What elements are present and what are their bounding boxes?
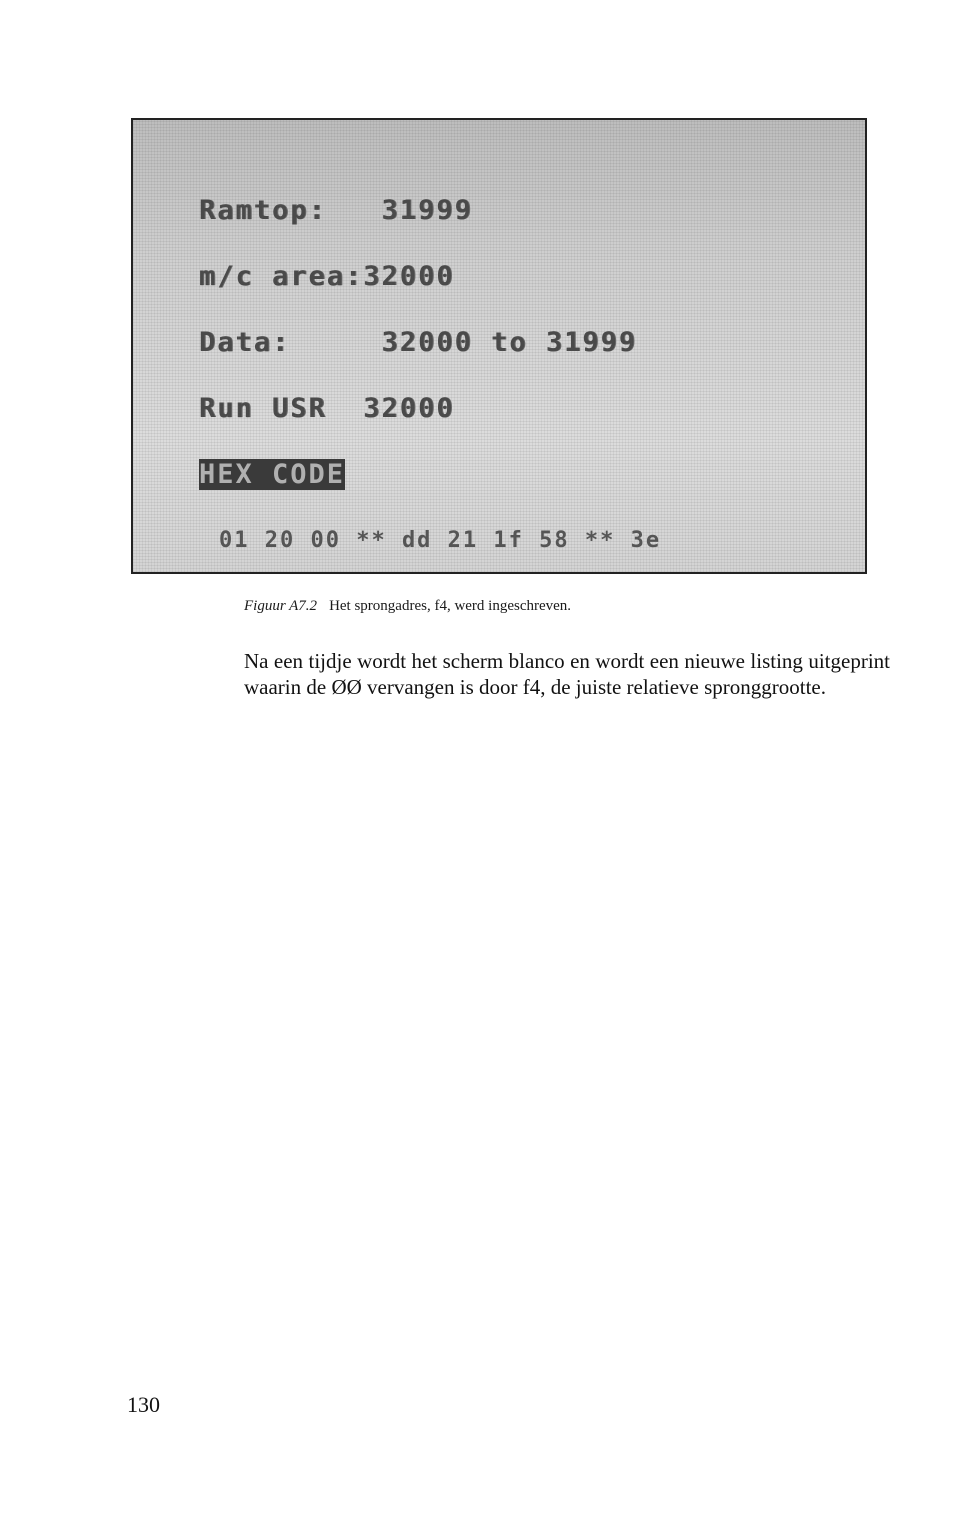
body-paragraph: Na een tijdje wordt het scherm blanco en wordt een nieuwe listing uitgeprint waarin de ØØ vervangen is door f4, de juiste relatieve spronggrootte. [244, 649, 890, 699]
screen-line-run-usr: Run USR 32000 [199, 393, 455, 424]
hex-code-inverse-label: HEX CODE [199, 459, 346, 490]
hex-row: 01 20 00 ** dd 21 1f 58 ** 3e [219, 528, 662, 553]
screen-line-ramtop: Ramtop: 31999 [199, 195, 473, 226]
figure-caption-text: Het sprongadres, f4, werd ingeschreven. [329, 598, 572, 614]
figure-caption [244, 598, 571, 615]
screen-line-data: Data: 32000 to 31999 [199, 327, 638, 358]
figure-caption-label: Figuur A7.2 [244, 598, 318, 614]
screen-line-hex-code-label [199, 459, 661, 490]
screen-line-mc-area: m/c area:32000 [199, 261, 455, 292]
figure-screenshot [131, 118, 867, 574]
page-number: 130 [127, 1392, 160, 1417]
computer-screen [199, 156, 661, 574]
